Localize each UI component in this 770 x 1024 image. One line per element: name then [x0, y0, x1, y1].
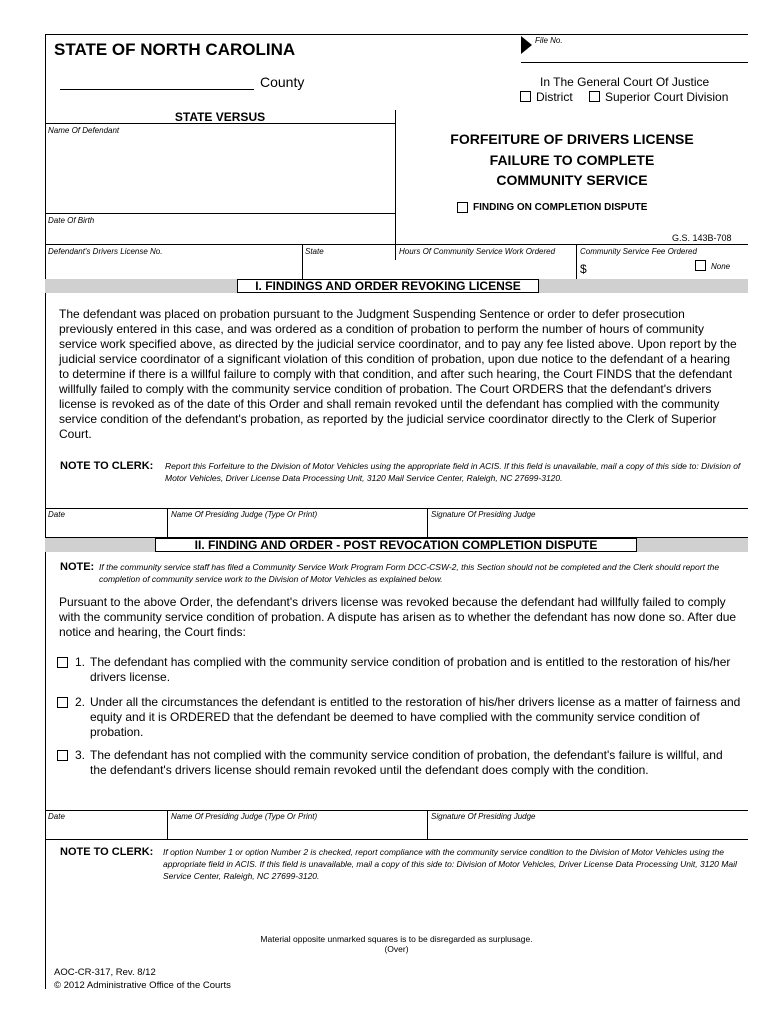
item3-number: 3. — [75, 748, 86, 762]
sig2-divider1 — [167, 810, 168, 839]
sig1-divider1 — [167, 508, 168, 537]
district-label: District — [536, 90, 573, 104]
hours-divider — [576, 244, 577, 280]
sig2-top-line — [45, 810, 748, 811]
section2-body: Pursuant to the above Order, the defendant's drivers license was revoked because the defendant had willfully failed to comply with the community service condition of probation. A dispute has arisen as to whether the defendant has now done so. After due notice and hearing, the Court finds: — [59, 595, 737, 639]
sig1-judge-label: Name Of Presiding Judge (Type Or Print) — [171, 510, 318, 519]
clerk-note-label: NOTE TO CLERK: — [60, 846, 154, 858]
section1-body: The defendant was placed on probation pursuant to the Judgment Suspending Sentence or order to defer prosecution previously entered in this case, and was ordered as a condition of probation to perform the number of hours of community service work specified above, as directed by the judicial service coordinator, and to pay any fee listed above. Upon report by the judicial service coordinator of a significant violation of this condition of probation, upon due notice to the defendant of a hearing to determine if there is a willful failure to comply with that condition, and after such hearing, the Court FINDS that the defendant willfully failed to comply with the community service condition of probation. The Court ORDERS that the defendant's drivers license is revoked as of the date of this Order and shall remain revoked until the defendant has complied with the community service condition of the defendant's probation, as reported by the judicial service coordinator directly to the Clerk of Superior Court. — [59, 307, 737, 441]
sig1-top-line — [45, 508, 748, 509]
license-row-line — [45, 244, 395, 245]
dispute-checkbox[interactable] — [457, 202, 468, 213]
license-divider — [302, 244, 303, 280]
dollar-sign: $ — [580, 262, 587, 276]
form-title-line2: FAILURE TO COMPLETE — [489, 151, 655, 168]
statute: G.S. 143B-708 — [672, 233, 732, 243]
over-text: (Over) — [384, 944, 409, 954]
left-border — [45, 34, 46, 989]
form-number: AOC-CR-317, Rev. 8/12 — [54, 967, 156, 978]
file-no-label: File No. — [535, 36, 563, 45]
section2-title: II. FINDING AND ORDER - POST REVOCATION COMPLETION DISPUTE — [155, 538, 637, 552]
state-versus: STATE VERSUS — [174, 110, 266, 124]
arrow-icon — [521, 36, 532, 54]
item3 — [75, 748, 741, 778]
section2-note-label: NOTE: — [60, 561, 95, 573]
item3-checkbox[interactable] — [57, 750, 68, 761]
sig2-bottom-line — [45, 839, 748, 840]
form-title-line1: FORFEITURE OF DRIVERS LICENSE — [450, 131, 694, 147]
statute-line — [395, 244, 748, 245]
fee-label: Community Service Fee Ordered — [580, 247, 697, 256]
copyright: © 2012 Administrative Office of the Courts — [54, 980, 231, 991]
item2 — [75, 695, 741, 740]
court-label: In The General Court Of Justice — [540, 75, 710, 89]
sig1-date-label: Date — [48, 510, 65, 519]
state-title: STATE OF NORTH CAROLINA — [54, 40, 296, 59]
footer-left — [54, 966, 231, 992]
dob-label: Date Of Birth — [48, 216, 95, 225]
none-checkbox[interactable] — [695, 260, 706, 271]
sig2-signature-label: Signature Of Presiding Judge — [431, 812, 536, 821]
sig2-date-label: Date — [48, 812, 65, 821]
dispute-label: FINDING ON COMPLETION DISPUTE — [473, 202, 648, 213]
state-label: State — [305, 247, 324, 256]
sig2-judge-label: Name Of Presiding Judge (Type Or Print) — [171, 812, 318, 821]
section1-note-label: NOTE TO CLERK: — [60, 460, 154, 472]
section2-note-text: If the community service staff has filed a Community Service Work Program Form DCC-CSW-2, this Section should not be completed and the Clerk should report the completion of community service work to the Division of Motor Vehicles as explained below. — [99, 562, 720, 584]
district-checkbox[interactable] — [520, 91, 531, 102]
surplusage-text: Material opposite unmarked squares is to be disregarded as surplusage. — [260, 934, 533, 944]
item1-checkbox[interactable] — [57, 657, 68, 668]
form-title-line3: COMMUNITY SERVICE — [496, 172, 648, 188]
none-label: None — [711, 262, 731, 271]
top-border — [45, 34, 748, 35]
license-label: Defendant's Drivers License No. — [48, 247, 163, 256]
clerk-note-text: If option Number 1 or option Number 2 is checked, report compliance with the community service condition to the Division of Motor Vehicles using the appropriate field in ACIS. If this field is unavailable, mail a copy of this side to: Division of Motor Vehicles, Driver License Data Processing Unit, 3120 Mail Service Center, Raleigh, NC 27699-3120. — [163, 847, 737, 881]
file-no-line[interactable] — [521, 62, 748, 63]
footer-center — [45, 934, 748, 954]
dob-line — [45, 213, 395, 214]
hours-label: Hours Of Community Service Work Ordered — [399, 247, 556, 256]
county-line[interactable] — [60, 89, 254, 90]
section1-note-text: Report this Forfeiture to the Division of Motor Vehicles using the appropriate field in ACIS. If this field is unavailable, mail a copy of this side to: Division of Motor Vehicles, Driver License Data Processing Unit, 3120 Mail Service Center, Raleigh, NC 27699-3120. — [165, 461, 741, 483]
form-title — [396, 129, 748, 191]
item1-number: 1. — [75, 655, 86, 669]
item3-text: The defendant has not complied with the community service condition of probation, the defendant's failure is willful, and the defendant's drivers license should remain revoked until the defendant does comply with the condition. — [90, 748, 723, 777]
defendant-name-label: Name Of Defendant — [48, 126, 120, 135]
sig1-divider2 — [427, 508, 428, 537]
item2-checkbox[interactable] — [57, 697, 68, 708]
superior-checkbox[interactable] — [589, 91, 600, 102]
item1 — [75, 655, 741, 685]
item2-number: 2. — [75, 695, 86, 709]
item1-text: The defendant has complied with the community service condition of probation and is entitled to the restoration of his/her drivers license. — [90, 655, 731, 684]
sig1-signature-label: Signature Of Presiding Judge — [431, 510, 536, 519]
superior-label: Superior Court Division — [605, 90, 729, 104]
section1-title: I. FINDINGS AND ORDER REVOKING LICENSE — [237, 279, 539, 293]
sig2-divider2 — [427, 810, 428, 839]
item2-text: Under all the circumstances the defendant is entitled to the restoration of his/her drivers license as a matter of fairness and equity and it is ORDERED that the defendant be deemed to have complied with the community service condition of probation. — [90, 695, 741, 739]
county-label: County — [260, 74, 305, 90]
